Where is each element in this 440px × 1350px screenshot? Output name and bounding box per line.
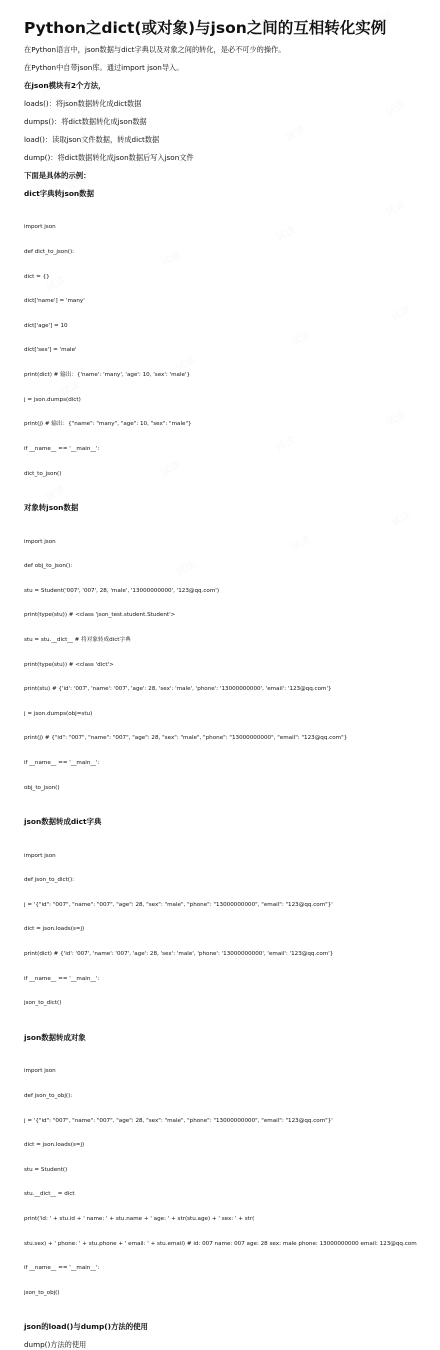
- code-line: j = '{"id": "007", "name": "007", "age": 28, "sex": "male", "phone": "13000000000", "email": "123@qq.com"}': [24, 901, 333, 908]
- code-line: dict_to_json(): [24, 470, 62, 477]
- code-line: print(dict) # 输出：{'name': 'many', 'age': 10, 'sex': 'male'}: [24, 372, 191, 379]
- code-line: stu.sex) + ' phone: ' + stu.phone + ' email: ' + stu.email) # id: 007 name: 007 age: 28 sex: male phone: 13000000000 email: 123@qq.com: [24, 1240, 417, 1247]
- code-line: j = json.dumps(dict): [24, 396, 81, 403]
- examples-heading: 下面是具体的示例：: [24, 171, 91, 180]
- code-line: print(type(stu)) # <class 'dict'>: [24, 661, 114, 668]
- code-line: stu = Student('007', '007', 28, 'male', '13000000000', '123@qq.com'): [24, 587, 220, 594]
- code-line: dict['sex'] = 'male': [24, 347, 77, 354]
- code-line: def dict_to_json():: [24, 249, 75, 256]
- section-dict-to-json-title: dict字典转json数据: [24, 189, 94, 198]
- code-block-obj-to-json: [24, 521, 416, 808]
- code-line: if __name__ == '__main__':: [24, 975, 100, 982]
- intro-paragraph-1: 在Python语言中，json数据与dict字典以及对象之间的转化，是必不可少的操作。: [24, 45, 286, 54]
- code-line: print(stu) # {'id': '007', 'name': '007', 'age': 28, 'sex': 'male', 'phone': '13000000000', 'email': '123@qq.com'}: [24, 686, 332, 693]
- section-load-dump-title: json的load()与dump()方法的使用: [24, 1322, 148, 1332]
- code-line: if __name__ == '__main__':: [24, 1265, 100, 1272]
- method-load: load()：读取json文件数据，转成dict数据: [24, 135, 160, 144]
- code-line: def obj_to_json():: [24, 563, 73, 570]
- code-line: json_to_dict(): [24, 1000, 62, 1007]
- methods-heading: 在json模块有2个方法，: [24, 81, 106, 90]
- method-dumps: dumps()：将dict数据转化成json数据: [24, 117, 147, 126]
- code-line: import json: [24, 1068, 56, 1075]
- section-obj-to-json-title: 对象转json数据: [24, 503, 79, 513]
- code-block-json-to-dict: [24, 835, 416, 1024]
- code-line: obj_to_json(): [24, 784, 60, 791]
- code-block-dict-to-json: [24, 207, 416, 494]
- code-line: if __name__ == '__main__':: [24, 445, 100, 452]
- code-line: import json: [24, 852, 56, 859]
- section-json-to-dict-title: json数据转成dict字典: [24, 817, 102, 827]
- code-line: dict = json.loads(s=j): [24, 1142, 85, 1149]
- code-line: print(j) # 输出：{"name": "many", "age": 10, "sex": "male"}: [24, 421, 192, 428]
- code-line: j = json.dumps(obj=stu): [24, 710, 93, 717]
- section-json-to-obj-title: json数据转成对象: [24, 1032, 86, 1042]
- document-title: Python之dict(或对象)与json之间的互相转化实例: [24, 19, 387, 37]
- code-line: dict['age'] = 10: [24, 322, 68, 329]
- code-line: dict = {}: [24, 273, 50, 280]
- section-load-dump-text: dump()方法的使用: [24, 1340, 87, 1350]
- code-line: print(dict) # {'id': '007', 'name': '007', 'age': 28, 'sex': 'male', 'phone': '13000000000', 'email': '123@qq.com'}: [24, 951, 334, 958]
- code-line: stu = stu.__dict__ # 将对象转成dict字典: [24, 636, 131, 643]
- code-line: j = '{"id": "007", "name": "007", "age": 28, "sex": "male", "phone": "13000000000", "email": "123@qq.com"}': [24, 1117, 333, 1124]
- code-block-json-to-obj: [24, 1051, 416, 1314]
- method-dump: dump()：将dict数据转化成json数据后写入json文件: [24, 153, 194, 162]
- code-line: print(j) # {"id": "007", "name": "007", "age": 28, "sex": "male", "phone": "13000000000", "email": "123@qq.com"}: [24, 735, 348, 742]
- method-loads: loads()：将json数据转化成dict数据: [24, 99, 142, 108]
- code-line: print(type(stu)) # <class 'json_test.student.Student'>: [24, 612, 176, 619]
- code-line: print('id: ' + stu.id + ' name: ' + stu.name + ' age: ' + str(stu.age) + ' sex: ' + str(: [24, 1215, 255, 1222]
- code-line: def json_to_dict():: [24, 877, 75, 884]
- code-line: def json_to_obj():: [24, 1092, 73, 1099]
- code-line: if __name__ == '__main__':: [24, 760, 100, 766]
- code-line: dict = json.loads(s=j): [24, 926, 85, 933]
- code-line: stu.__dict__ = dict: [24, 1191, 75, 1198]
- code-line: stu = Student(): [24, 1166, 68, 1173]
- code-line: json_to_obj(): [24, 1289, 60, 1296]
- intro-paragraph-2: 在Python中自带json库。通过import json导入。: [24, 63, 184, 72]
- code-line: import json: [24, 224, 56, 231]
- code-line: dict['name'] = 'many': [24, 298, 85, 305]
- code-line: import json: [24, 538, 56, 545]
